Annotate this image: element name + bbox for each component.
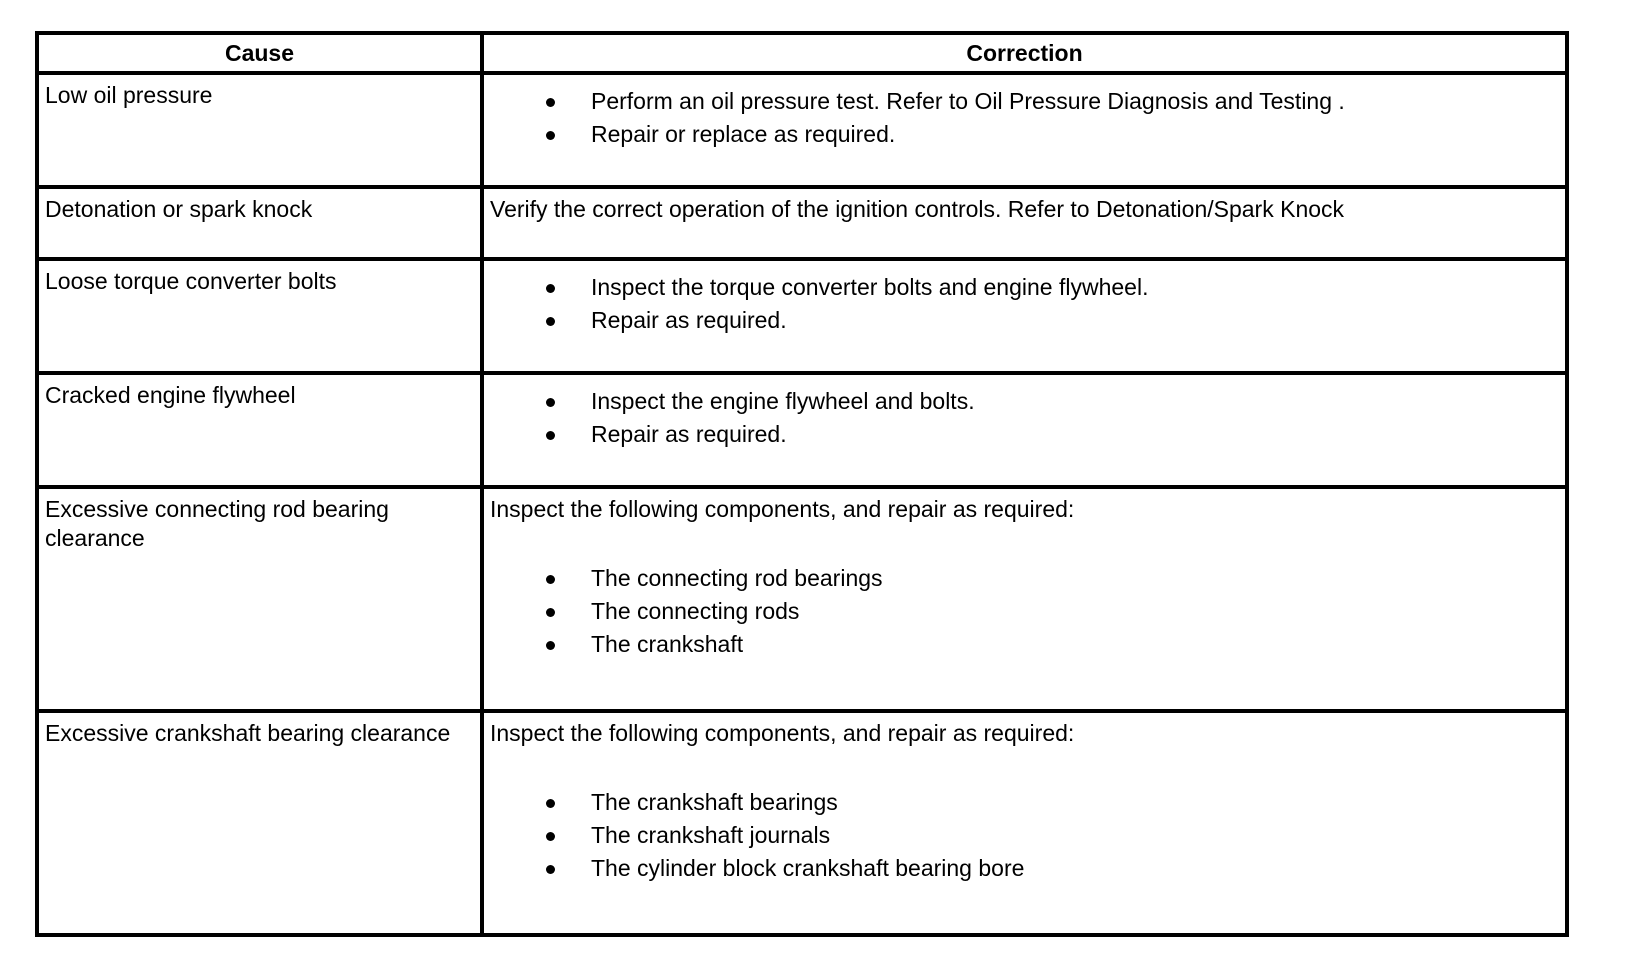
bullet-icon [546, 832, 555, 841]
bullet-item [490, 304, 1557, 337]
bullet-text: The crankshaft journals [591, 822, 831, 848]
bullet-item [490, 562, 1557, 595]
bullet-icon [546, 575, 555, 584]
bullet-text: Inspect the engine flywheel and bolts. [591, 388, 975, 414]
correction-cell [482, 187, 1567, 259]
table-row [37, 711, 1567, 935]
cause-cell [37, 73, 482, 187]
bullet-icon [546, 98, 555, 107]
cause-cell [37, 487, 482, 711]
cause-cell [37, 187, 482, 259]
cause-text: Low oil pressure [45, 82, 213, 108]
bullet-item [490, 418, 1557, 451]
bullet-item [490, 786, 1557, 819]
cause-cell [37, 711, 482, 935]
bullet-text: Repair as required. [591, 307, 787, 333]
bullet-item [490, 118, 1557, 151]
bullet-text: The crankshaft [591, 631, 744, 657]
bullet-icon [546, 865, 555, 874]
table-row [37, 187, 1567, 259]
correction-cell [482, 487, 1567, 711]
cause-header: Cause [37, 33, 482, 73]
cause-cell [37, 259, 482, 373]
cause-text: Excessive connecting rod bearing clearance [45, 496, 389, 551]
bullet-item [490, 385, 1557, 418]
cause-text: Detonation or spark knock [45, 196, 313, 222]
correction-cell [482, 259, 1567, 373]
bullet-item [490, 271, 1557, 304]
bullet-text: The cylinder block crankshaft bearing bore [591, 855, 1025, 881]
correction-text: Inspect the following components, and repair as required: [490, 720, 1075, 746]
bullet-text: The crankshaft bearings [591, 789, 838, 815]
correction-text: Verify the correct operation of the ignition controls. Refer to Detonation/Spark Knock [490, 196, 1345, 222]
bullet-item [490, 852, 1557, 885]
table-row [37, 373, 1567, 487]
correction-text: Inspect the following components, and repair as required: [490, 496, 1075, 522]
bullet-item [490, 819, 1557, 852]
correction-cell [482, 73, 1567, 187]
bullet-icon [546, 431, 555, 440]
bullet-text: The connecting rod bearings [591, 565, 883, 591]
correction-bullet-list [490, 271, 1557, 337]
correction-cell [482, 711, 1567, 935]
bullet-icon [546, 284, 555, 293]
table-row [37, 487, 1567, 711]
header-row [37, 33, 1567, 73]
bullet-text: Repair or replace as required. [591, 121, 896, 147]
cause-text: Loose torque converter bolts [45, 268, 337, 294]
correction-bullet-list [490, 85, 1557, 151]
bullet-text: Perform an oil pressure test. Refer to Oil Pressure Diagnosis and Testing . [591, 88, 1345, 114]
bullet-icon [546, 131, 555, 140]
bullet-icon [546, 799, 555, 808]
cause-cell [37, 373, 482, 487]
bullet-icon [546, 641, 555, 650]
table-row [37, 73, 1567, 187]
bullet-item [490, 85, 1557, 118]
cause-text: Excessive crankshaft bearing clearance [45, 720, 451, 746]
bullet-icon [546, 398, 555, 407]
bullet-icon [546, 317, 555, 326]
correction-bullet-list [490, 385, 1557, 451]
bullet-text: The connecting rods [591, 598, 800, 624]
cause-text: Cracked engine flywheel [45, 382, 296, 408]
correction-cell [482, 373, 1567, 487]
correction-bullet-list [490, 786, 1557, 885]
bullet-text: Repair as required. [591, 421, 787, 447]
table-row [37, 259, 1567, 373]
bullet-item [490, 595, 1557, 628]
correction-bullet-list [490, 562, 1557, 661]
bullet-text: Inspect the torque converter bolts and engine flywheel. [591, 274, 1149, 300]
correction-header: Correction [482, 33, 1567, 73]
bullet-icon [546, 608, 555, 617]
bullet-item [490, 628, 1557, 661]
diagnosis-table [35, 31, 1569, 937]
